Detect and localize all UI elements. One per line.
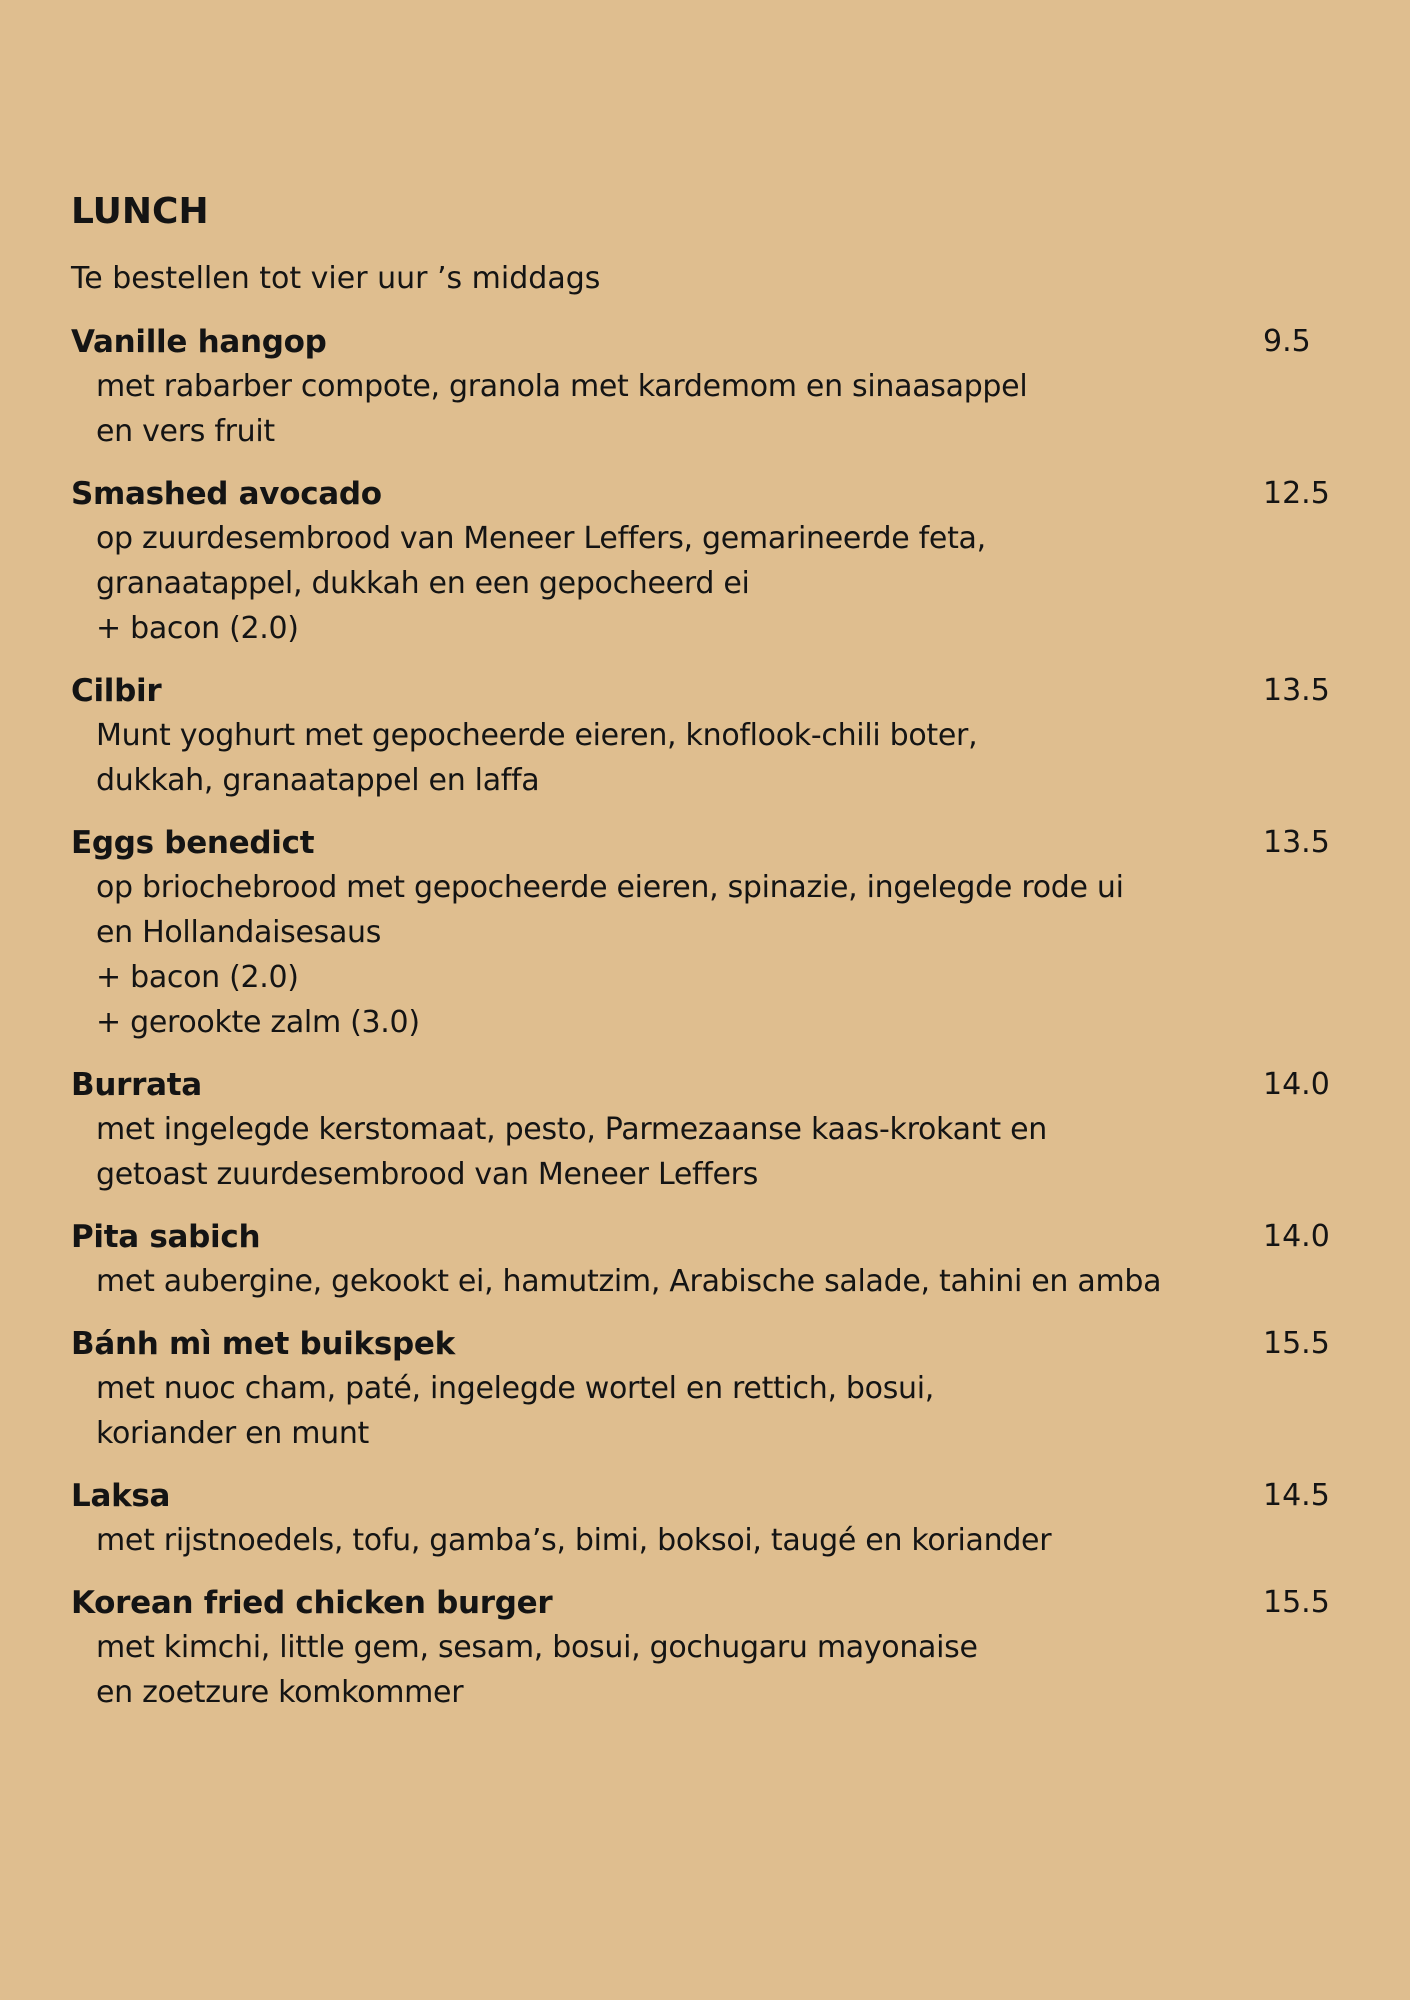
menu-item [71, 669, 1339, 803]
menu-item-description-line: en vers fruit [96, 414, 275, 449]
menu-item-description [71, 1366, 1339, 1456]
menu-item [71, 821, 1339, 1045]
page-title: LUNCH [71, 191, 209, 232]
menu-item-description [71, 1518, 1339, 1563]
menu-item-name: Korean fried chicken burger [71, 1585, 553, 1621]
menu-item-name: Eggs benedict [71, 825, 315, 861]
menu-item-price: 14.0 [1263, 1219, 1330, 1254]
menu-content [71, 190, 1339, 1733]
menu-item-header [71, 320, 1339, 364]
menu-item-description [71, 516, 1339, 651]
menu-item-name: Smashed avocado [71, 476, 382, 512]
menu-item-name: Cilbir [71, 673, 162, 709]
menu-item-description-line: op zuurdesembrood van Meneer Leffers, gemarineerde feta, [96, 521, 986, 556]
menu-item-description-line: granaatappel, dukkah en een gepocheerd ei [96, 566, 750, 601]
menu-item-price: 13.5 [1263, 673, 1330, 708]
menu-item-price: 15.5 [1263, 1326, 1330, 1361]
menu-item-description-line: met rijstnoedels, tofu, gamba’s, bimi, boksoi, taugé en koriander [96, 1523, 1052, 1558]
menu-item [71, 1581, 1339, 1715]
menu-item-price: 14.5 [1263, 1478, 1330, 1513]
menu-item-description-line: getoast zuurdesembrood van Meneer Leffers [96, 1157, 759, 1192]
menu-item-header [71, 472, 1339, 516]
menu-item-description-line: met ingelegde kerstomaat, pesto, Parmezaanse kaas-krokant en [96, 1112, 1047, 1147]
menu-item-header [71, 1322, 1339, 1366]
menu-item-header [71, 821, 1339, 865]
menu-item-price: 12.5 [1263, 476, 1330, 511]
menu-item-extra: + bacon (2.0) [96, 960, 299, 995]
menu-item [71, 1063, 1339, 1197]
menu-item-description [71, 1107, 1339, 1197]
menu-item [71, 472, 1339, 651]
page-subtitle: Te bestellen tot vier uur ’s middags [71, 261, 601, 296]
menu-item-description-line: en zoetzure komkommer [96, 1675, 464, 1710]
menu-item-description [71, 865, 1339, 1045]
menu-item-description-line: met kimchi, little gem, sesam, bosui, gochugaru mayonaise [96, 1630, 978, 1665]
menu-item-header [71, 669, 1339, 713]
menu-list [71, 320, 1339, 1715]
menu-item-description-line: met aubergine, gekookt ei, hamutzim, Arabische salade, tahini en amba [96, 1264, 1162, 1299]
menu-item [71, 1322, 1339, 1456]
menu-item-header [71, 1063, 1339, 1107]
menu-item-header [71, 1581, 1339, 1625]
menu-item-name: Laksa [71, 1478, 171, 1514]
menu-item-name: Pita sabich [71, 1219, 261, 1255]
menu-item-price: 15.5 [1263, 1585, 1330, 1620]
menu-item-description-line: koriander en munt [96, 1416, 370, 1451]
menu-item-extra: + bacon (2.0) [96, 611, 299, 646]
menu-item-description [71, 1259, 1339, 1304]
menu-item-price: 13.5 [1263, 825, 1330, 860]
menu-item-header [71, 1474, 1339, 1518]
menu-item-description-line: met rabarber compote, granola met kardemom en sinaasappel [96, 369, 1028, 404]
menu-item-price: 14.0 [1263, 1067, 1330, 1102]
menu-item-price: 9.5 [1263, 324, 1311, 359]
menu-item [71, 1215, 1339, 1304]
menu-item-description-line: Munt yoghurt met gepocheerde eieren, knoflook-chili boter, [96, 718, 978, 753]
menu-item-extra: + gerookte zalm (3.0) [96, 1005, 420, 1040]
menu-item-name: Bánh mì met buikspek [71, 1326, 455, 1362]
menu-item-name: Burrata [71, 1067, 202, 1103]
menu-item-name: Vanille hangop [71, 324, 327, 360]
menu-item-description-line: op briochebrood met gepocheerde eieren, spinazie, ingelegde rode ui [96, 870, 1124, 905]
menu-item-description-line: dukkah, granaatappel en laffa [96, 763, 540, 798]
menu-item-description-line: met nuoc cham, paté, ingelegde wortel en rettich, bosui, [96, 1371, 935, 1406]
menu-item-description [71, 713, 1339, 803]
menu-item-description [71, 1625, 1339, 1715]
menu-item [71, 1474, 1339, 1563]
menu-item-description-line: en Hollandaisesaus [96, 915, 382, 950]
menu-item-description [71, 364, 1339, 454]
menu-item-header [71, 1215, 1339, 1259]
menu-item [71, 320, 1339, 454]
